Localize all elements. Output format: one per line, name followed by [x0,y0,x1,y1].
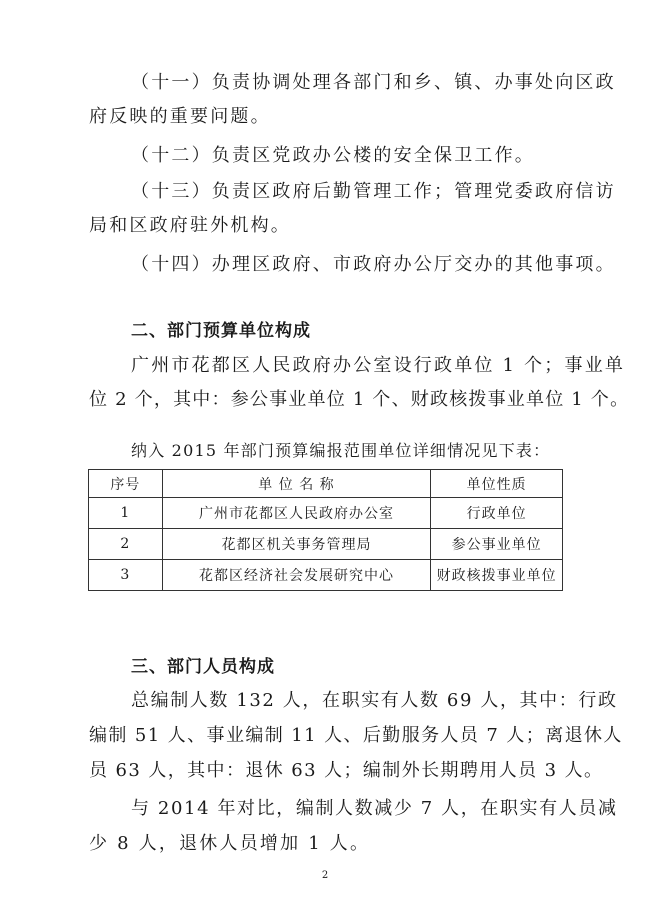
header-unit-nature: 单位性质 [431,470,563,498]
table-row [89,498,563,529]
cell-index: 3 [89,560,163,591]
duty-item-13-line-1: （十三）负责区政府后勤管理工作；管理党委政府信访 [131,181,616,202]
table-row [89,529,563,560]
section-3-heading: 三、部门人员构成 [131,657,275,677]
cell-unit-name: 花都区经济社会发展研究中心 [162,560,431,591]
duty-item-13-line-2: 局和区政府驻外机构。 [89,215,291,236]
section-3-paragraph-1-line-3: 员 63 人，其中：退休 63 人；编制外长期聘用人员 3 人。 [89,760,604,781]
section-3-paragraph-1-line-2: 编制 51 人、事业编制 11 人、后勤服务人员 7 人；离退休人 [89,725,623,746]
section-2-paragraph-line-1: 广州市花都区人民政府办公室设行政单位 1 个；事业单 [131,355,626,376]
cell-unit-nature: 行政单位 [431,498,563,529]
budget-units-table [88,469,563,591]
cell-unit-nature: 参公事业单位 [431,529,563,560]
section-3-paragraph-1-line-1: 总编制人数 132 人，在职实有人数 69 人，其中：行政 [131,690,618,711]
section-2-heading: 二、部门预算单位构成 [131,321,311,341]
header-index: 序号 [89,470,163,498]
duty-item-12: （十二）负责区党政办公楼的安全保卫工作。 [131,145,535,166]
cell-unit-nature: 财政核拨事业单位 [431,560,563,591]
cell-unit-name: 广州市花都区人民政府办公室 [162,498,431,529]
table-row [89,560,563,591]
cell-unit-name: 花都区机关事务管理局 [162,529,431,560]
page-number: 2 [321,870,329,881]
table-header-row [89,470,563,498]
duty-item-11-line-2: 府反映的重要问题。 [89,106,271,127]
section-3-paragraph-2-line-2: 少 8 人，退休人员增加 1 人。 [89,833,371,854]
section-3-paragraph-2-line-1: 与 2014 年对比，编制人数减少 7 人，在职实有人员减 [131,798,618,819]
header-unit-name: 单 位 名 称 [162,470,431,498]
duty-item-14: （十四）办理区政府、市政府办公厅交办的其他事项。 [131,254,616,275]
section-2-paragraph-line-2: 位 2 个，其中：参公事业单位 1 个、财政核拨事业单位 1 个。 [89,389,630,410]
cell-index: 1 [89,498,163,529]
duty-item-11-line-1: （十一）负责协调处理各部门和乡、镇、办事处向区政 [131,72,616,93]
table-caption: 纳入 2015 年部门预算编报范围单位详细情况见下表： [131,441,551,460]
cell-index: 2 [89,529,163,560]
